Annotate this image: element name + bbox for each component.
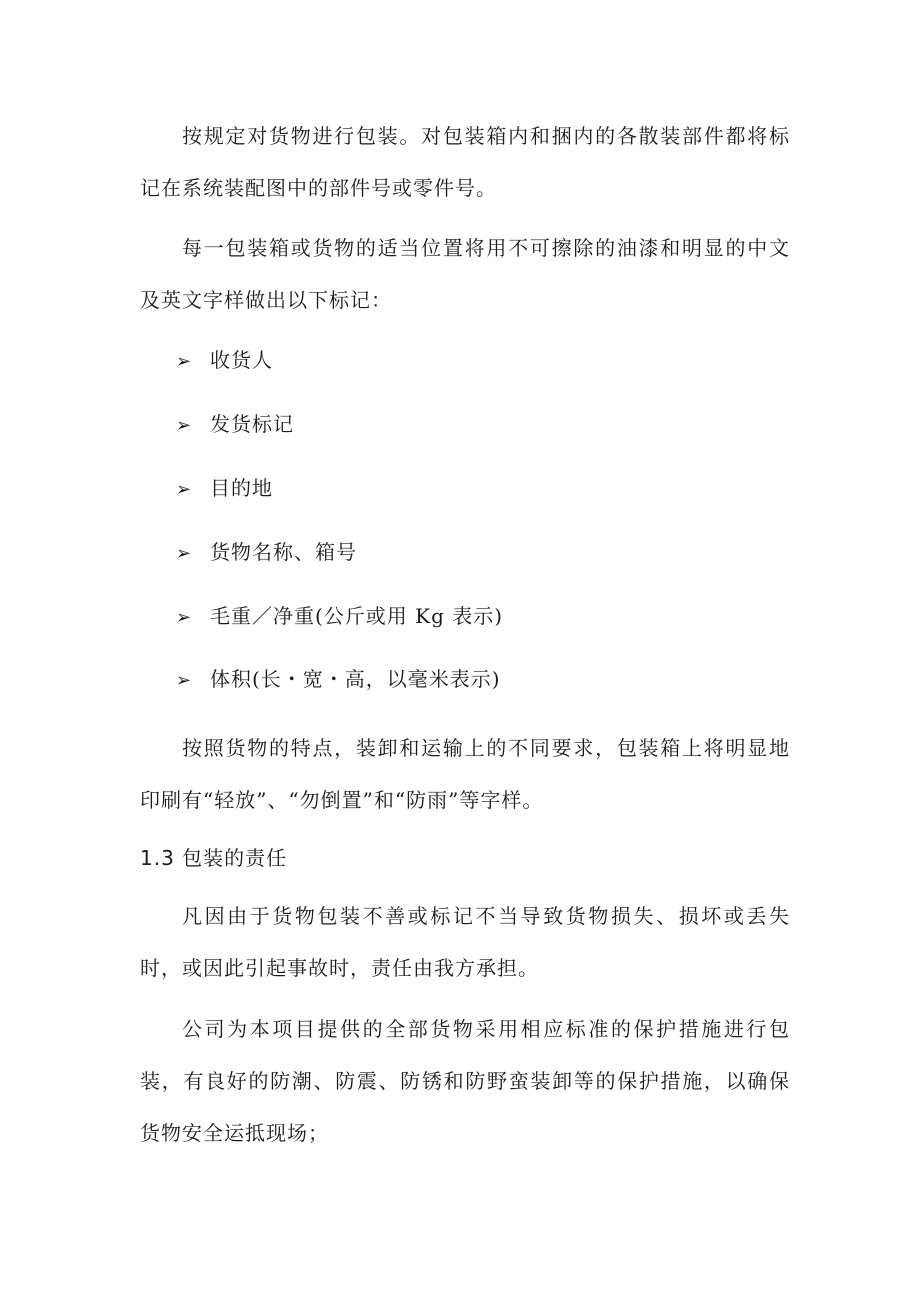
section-heading: 1.3 包装的责任 <box>140 846 288 870</box>
arrow-bullet-icon: ➢ <box>176 351 193 372</box>
list-item <box>176 408 776 442</box>
list-item <box>176 344 776 378</box>
paragraph-marking-intro: 每一包装箱或货物的适当位置将用不可擦除的油漆和明显的中文及英文字样做出以下标记： <box>140 236 790 312</box>
arrow-bullet-icon: ➢ <box>176 670 193 691</box>
list-item-label: 体积(长・宽・高，以毫米表示) <box>210 667 501 691</box>
list-item <box>176 600 776 634</box>
paragraph-protection-measures: 公司为本项目提供的全部货物采用相应标准的保护措施进行包装，有良好的防潮、防震、防锈和防野蛮装卸等的保护措施，以确保货物安全运抵现场； <box>140 1017 790 1145</box>
paragraph-responsibility: 凡因由于货物包装不善或标记不当导致货物损失、损坏或丢失时，或因此引起事故时，责任由我方承担。 <box>140 904 790 980</box>
paragraph-handling-marks: 按照货物的特点，装卸和运输上的不同要求，包装箱上将明显地印刷有“轻放”、“勿倒置”和“防雨”等字样。 <box>140 736 790 812</box>
list-item <box>176 536 776 570</box>
list-item-label: 收货人 <box>210 348 273 372</box>
list-item-label: 货物名称、箱号 <box>210 540 357 564</box>
arrow-bullet-icon: ➢ <box>176 543 193 564</box>
paragraph-packaging-rule: 按规定对货物进行包装。对包装箱内和捆内的各散装部件都将标记在系统装配图中的部件号或零件号。 <box>140 124 790 200</box>
list-item-label: 发货标记 <box>210 412 294 436</box>
list-item <box>176 472 776 506</box>
arrow-bullet-icon: ➢ <box>176 607 193 628</box>
list-item <box>176 663 776 697</box>
arrow-bullet-icon: ➢ <box>176 415 193 436</box>
list-item-label: 毛重／净重(公斤或用 Kg 表示) <box>210 604 504 628</box>
arrow-bullet-icon: ➢ <box>176 479 193 500</box>
list-item-label: 目的地 <box>210 476 273 500</box>
